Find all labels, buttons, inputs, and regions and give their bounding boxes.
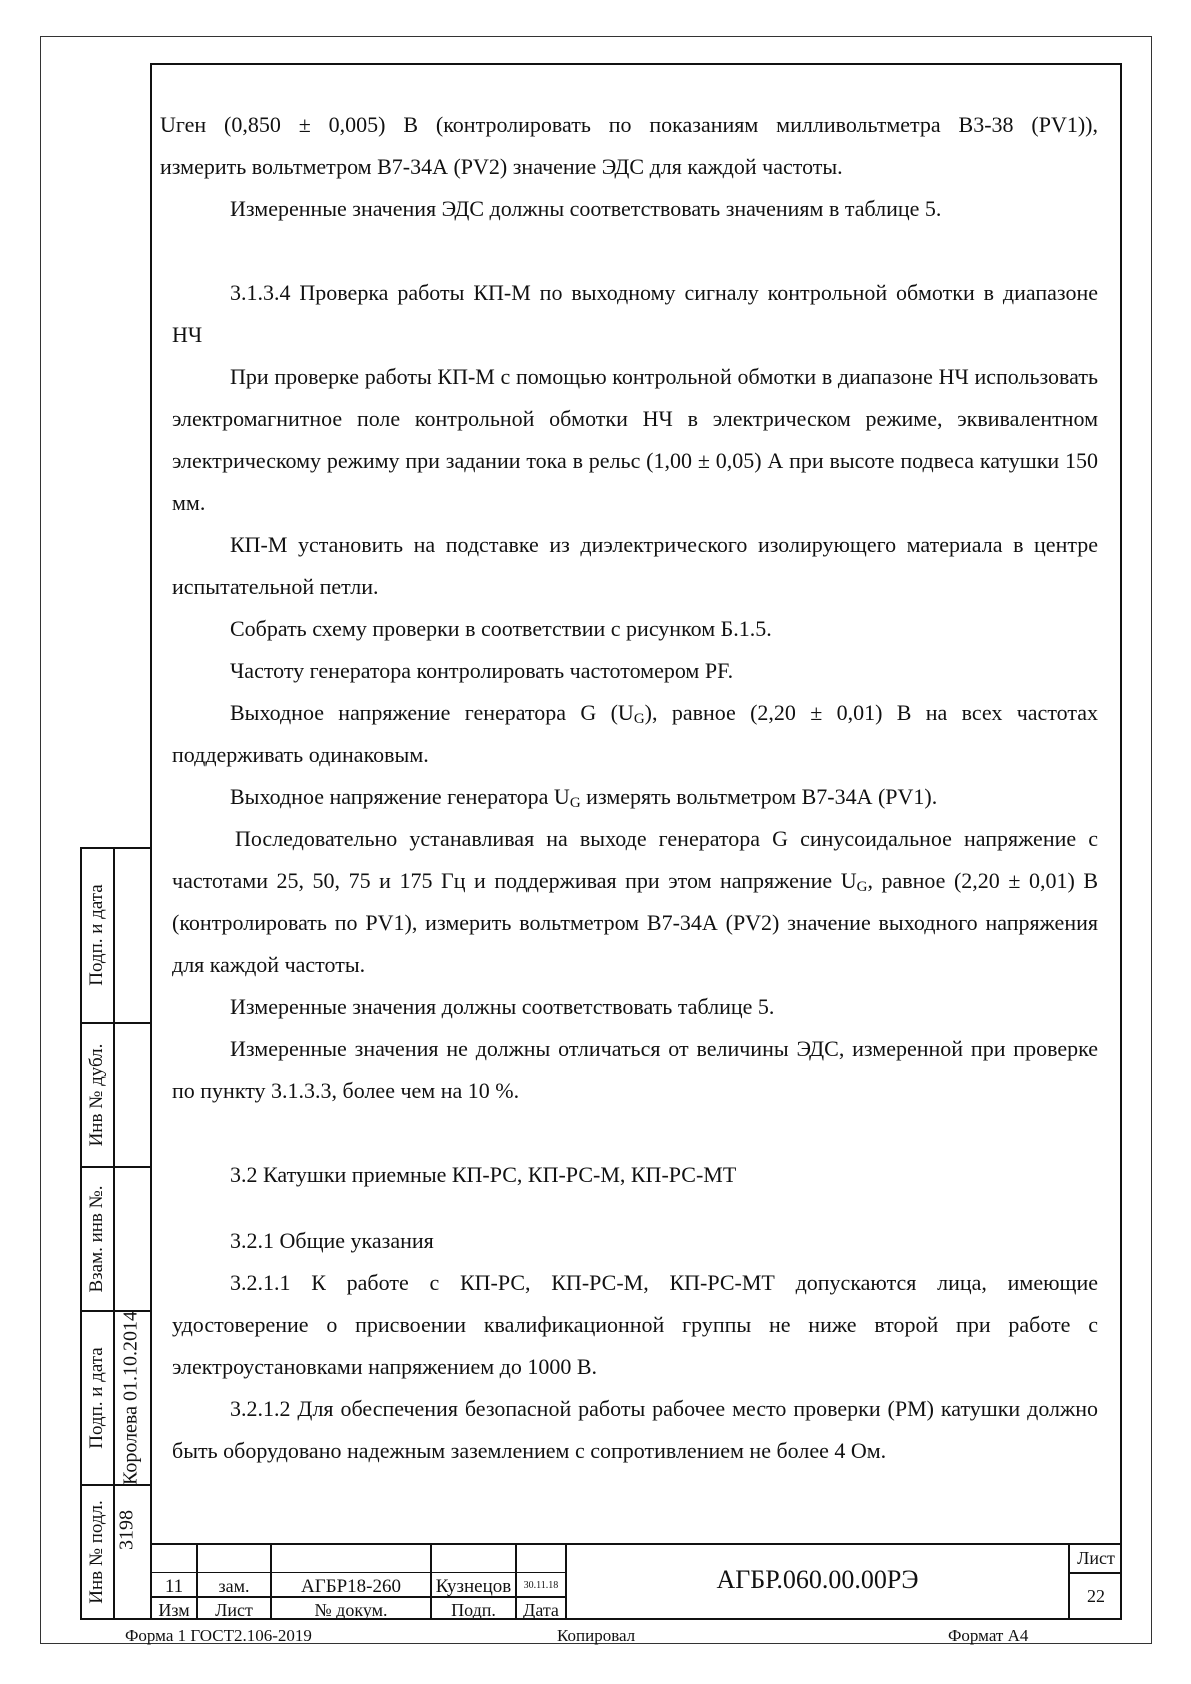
document-body: [160, 104, 1099, 1472]
inv-podl-number: 3198: [115, 1510, 138, 1550]
paragraph: [172, 692, 1098, 776]
document-designation: АГБР.060.00.00РЭ: [716, 1565, 919, 1594]
tb-hdr-doc: № докум.: [314, 1600, 388, 1620]
paragraph: Измеренные значения ЭДС должны соответствовать значениям в таблице 5.: [230, 196, 942, 221]
tb-hdr-list: Лист: [215, 1600, 253, 1620]
section-heading-3-1-3-4: 3.1.3.4 Проверка работы КП-М по выходному сигналу контрольной обмотки в диапазоне НЧ: [172, 280, 1098, 347]
text-run: , равное (2,20 ± 0,01) В (контролировать по PV1), измерить вольтметром В7-34А (PV2) значение выходного напряжения для каждой частоты.: [172, 868, 1099, 977]
paragraph: 3.2.1.2 Для обеспечения безопасной работы рабочее место проверки (РМ) катушки должно быть оборудовано надежным заземлением с сопротивлением не более 4 Ом.: [172, 1396, 1098, 1463]
footer-format: Формат А4: [948, 1626, 1029, 1645]
text-line: Uген (0,850 ± 0,005) В (контролировать по показаниям милливольтметра В3-38 (PV1)),: [160, 112, 1098, 137]
label-vzam-inv: Взам. инв №.: [86, 1185, 107, 1293]
section-heading-3-2-1: 3.2.1 Общие указания: [230, 1228, 434, 1253]
subscript: G: [569, 795, 581, 811]
label-podp-data-bottom: Подп. и дата: [86, 1347, 107, 1449]
paragraph: Собрать схему проверки в соответствии с рисунком Б.1.5.: [230, 616, 772, 641]
paragraph: При проверке работы КП-М с помощью контрольной обмотки в диапазоне НЧ использовать электромагнитное поле контрольной обмотки НЧ в электрическом режиме, эквивалентном электрическому режиму при задании тока в рельс (1,00 ± 0,05) А при высоте подвеса катушки 150 мм.: [172, 364, 1098, 515]
tb-hline-top: [150, 1543, 1122, 1545]
tb-list-value: зам.: [218, 1576, 250, 1596]
tb-doc-number: АГБР18-260: [300, 1576, 401, 1597]
strip-divider: [113, 847, 115, 1620]
spacer: [172, 1196, 1098, 1220]
label-inv-dubl: Инв № дубл.: [86, 1043, 107, 1147]
tb-sheet-label: Лист: [1077, 1548, 1115, 1568]
spacer: [172, 230, 1098, 272]
text-run: Выходное напряжение генератора G (U: [230, 700, 634, 725]
tb-date: 30.11.18: [523, 1580, 559, 1591]
tb-hline-mid: [150, 1572, 566, 1573]
paragraph: Частоту генератора контролировать частотомером PF.: [230, 658, 734, 683]
text-run: ), равное (2,20 ± 0,01) В на всех частотах поддерживать одинаковым.: [172, 700, 1098, 767]
tb-hdr-podp: Подп.: [451, 1600, 496, 1620]
text-run: измерять вольтметром В7-34А (PV1).: [580, 784, 938, 809]
footer-form: Форма 1 ГОСТ2.106-2019: [125, 1626, 312, 1645]
tb-sheet-number: 22: [1087, 1586, 1105, 1606]
paragraph: Измеренные значения должны соответствовать таблице 5.: [230, 994, 775, 1019]
tb-hdr-izm: Изм: [158, 1600, 190, 1620]
tb-signature: Кузнецов: [435, 1576, 512, 1597]
text-line: измерить вольтметром В7-34А (PV2) значение ЭДС для каждой частоты.: [160, 154, 843, 179]
text-run: Выходное напряжение генератора U: [230, 784, 570, 809]
subscript: G: [856, 879, 868, 895]
signature-date: Королева 01.10.2014: [119, 1311, 142, 1485]
label-inv-podl: Инв № подл.: [86, 1500, 107, 1604]
paragraph: [172, 818, 1098, 986]
paragraph: 3.2.1.1 К работе с КП-РС, КП-РС-М, КП-РС-МТ допускаются лица, имеющие удостоверение о присвоении квалификационной группы не ниже второй при работе с электроустановками напряжением до 1000 В.: [172, 1270, 1098, 1379]
paragraph: [172, 776, 1098, 818]
label-podp-data-top: Подп. и дата: [86, 884, 107, 986]
tb-izm-value: 11: [164, 1576, 184, 1597]
paragraph: Измеренные значения не должны отличаться от величины ЭДС, измеренной при проверке по пункту 3.1.3.3, более чем на 10 %.: [172, 1036, 1098, 1103]
footer-copied: Копировал: [557, 1626, 636, 1645]
paragraph: КП-М установить на подставке из диэлектрического изолирующего материала в центре испытательной петли.: [172, 532, 1098, 599]
tb-hline-sheet: [1068, 1572, 1122, 1574]
spacer: [172, 1112, 1098, 1154]
subscript: G: [633, 711, 645, 727]
text-run: Последовательно устанавливая на выходе генератора G синусоидальное напряжение с частотами 25, 50, 75 и 175 Гц и поддерживая при этом напряжение U: [172, 826, 1098, 893]
section-heading-3-2: 3.2 Катушки приемные КП-РС, КП-РС-М, КП-РС-МТ: [230, 1162, 737, 1187]
tb-hdr-date: Дата: [523, 1600, 559, 1620]
